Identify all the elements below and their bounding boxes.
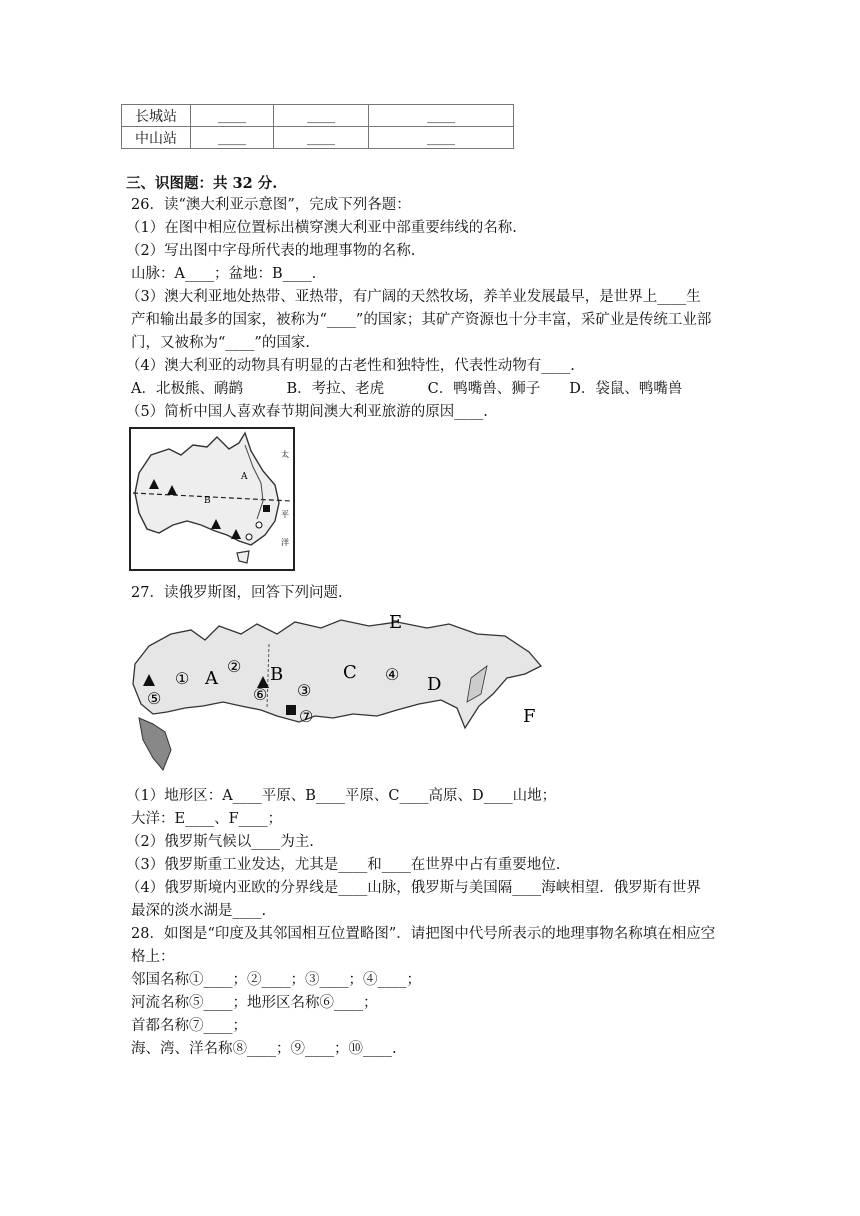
- q26-intro: 26．读“澳大利亚示意图”，完成下列各题：: [131, 197, 411, 213]
- q26-part1: （1）在图中相应位置标出横穿澳大利亚中部重要纬线的名称.: [126, 220, 517, 236]
- map-number: ⑤: [147, 689, 162, 708]
- map-number: ④: [385, 665, 400, 684]
- q26-part3-line1: （3）澳大利亚地处热带、亚热带，有广阔的天然牧场，养羊业发展最早，是世界上____生: [126, 289, 701, 305]
- stations-table: [121, 104, 514, 149]
- q26-options: A．北极熊、鸸鹋 B．考拉、老虎 C．鸭嘴兽、狮子 D．袋鼠、鸭嘴兽: [131, 381, 683, 397]
- map-label-f: F: [523, 706, 536, 727]
- blank-cell: ____: [274, 105, 369, 127]
- q27-part4-line2: 最深的淡水湖是____.: [131, 903, 267, 919]
- q28-neighbors: 邻国名称①____；②____；③____；④____；: [131, 972, 421, 988]
- square-icon: [286, 705, 296, 715]
- ocean-label: 平: [281, 510, 289, 519]
- australia-map: [129, 427, 295, 571]
- section-title: 三、识图题：共 32 分.: [126, 175, 278, 192]
- blank-cell: ____: [274, 127, 369, 149]
- map-number: ②: [227, 657, 242, 676]
- q26-part4: （4）澳大利亚的动物具有明显的古老性和独特性，代表性动物有____.: [126, 358, 575, 374]
- map-label-e: E: [389, 612, 403, 633]
- q27-intro: 27．读俄罗斯图，回答下列问题.: [131, 585, 343, 601]
- q28-intro-line2: 格上：: [131, 949, 175, 965]
- station-name: 中山站: [122, 127, 191, 149]
- q27-part4-line1: （4）俄罗斯境内亚欧的分界线是____山脉，俄罗斯与美国隔____海峡相望．俄罗斯有世界: [126, 880, 701, 896]
- q26-part3-line3: 门，又被称为“____”的国家.: [131, 335, 310, 351]
- map-label-b: B: [204, 496, 211, 506]
- q27-part3: （3）俄罗斯重工业发达，尤其是____和____在世界中占有重要地位.: [126, 857, 561, 873]
- q28-intro-line1: 28．如图是“印度及其邻国相互位置略图”．请把图中代号所表示的地理事物名称填在相应空: [131, 926, 716, 942]
- russia-map: [127, 604, 547, 778]
- map-number: ①: [175, 669, 190, 688]
- table-row: [122, 105, 514, 127]
- map-number: ⑥: [253, 685, 268, 704]
- map-label-a: A: [241, 472, 248, 482]
- q26-part2-blanks: 山脉：A____；盆地：B____.: [131, 266, 317, 282]
- q27-part2: （2）俄罗斯气候以____为主.: [126, 834, 314, 850]
- blank-cell: ____: [369, 127, 514, 149]
- map-label-b: B: [270, 664, 284, 685]
- city-icon: [246, 534, 252, 540]
- q27-part1: （1）地形区：A____平原、B____平原、C____高原、D____山地；: [126, 788, 557, 804]
- map-label-a: A: [205, 668, 218, 689]
- ocean-label: 洋: [281, 538, 289, 547]
- station-name: 长城站: [122, 105, 191, 127]
- map-label-d: D: [427, 674, 442, 695]
- q28-capital: 首都名称⑦____；: [131, 1018, 247, 1034]
- blank-cell: ____: [191, 127, 274, 149]
- map-number: ③: [297, 681, 312, 700]
- q27-part1-oceans: 大洋：E____、F____；: [131, 811, 283, 827]
- table-row: [122, 127, 514, 149]
- map-number: ⑦: [299, 707, 314, 726]
- map-label-c: C: [343, 662, 357, 683]
- city-icon: [256, 522, 262, 528]
- q28-seas: 海、湾、洋名称⑧____；⑨____；⑩____.: [131, 1041, 397, 1057]
- ocean-label: 太: [281, 450, 289, 459]
- q28-river-terrain: 河流名称⑤____；地形区名称⑥____；: [131, 995, 378, 1011]
- q26-part2: （2）写出图中字母所代表的地理事物的名称.: [126, 243, 416, 259]
- blank-cell: ____: [191, 105, 274, 127]
- square-icon: [263, 505, 270, 512]
- q26-part5: （5）简析中国人喜欢春节期间澳大利亚旅游的原因____.: [126, 404, 488, 420]
- blank-cell: ____: [369, 105, 514, 127]
- q26-part3-line2: 产和输出最多的国家，被称为“____”的国家；其矿产资源也十分丰富，采矿业是传统工业部: [131, 312, 712, 328]
